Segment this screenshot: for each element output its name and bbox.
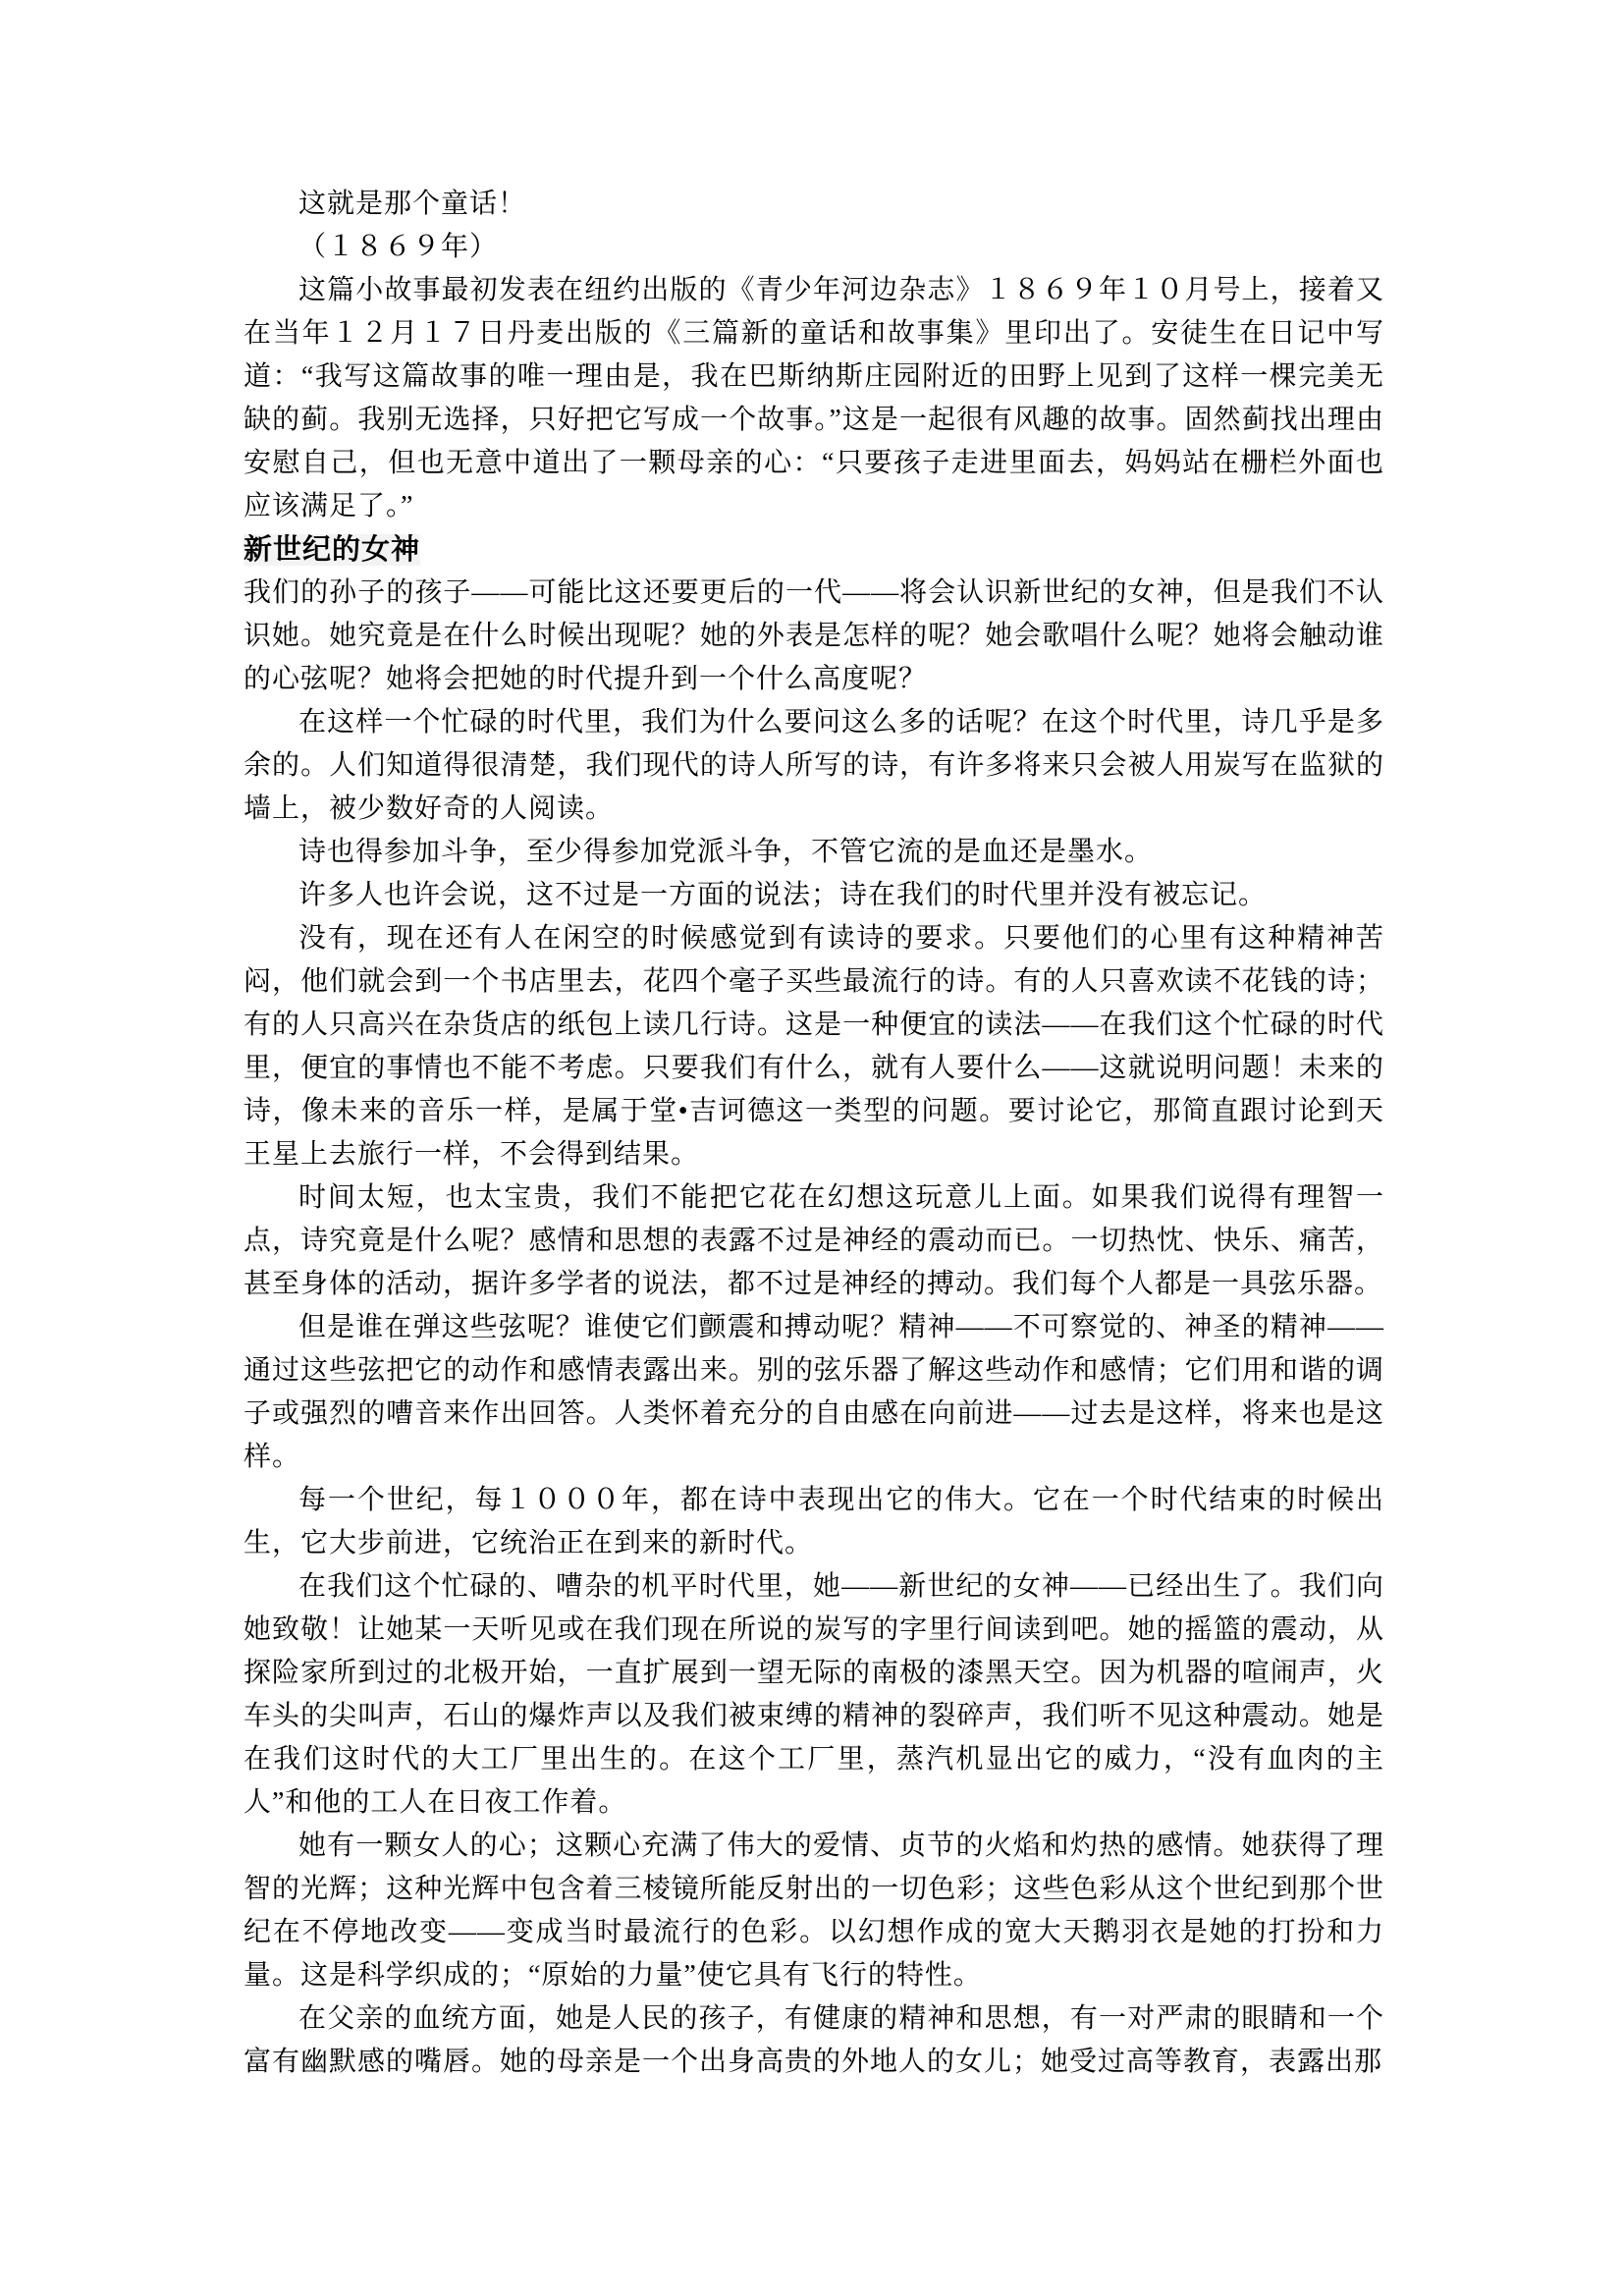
paragraph: 许多人也许会说，这不过是一方面的说法；诗在我们的时代里并没有被忘记。 — [298, 880, 1268, 910]
paragraph: 诗也得参加斗争，至少得参加党派斗争，不管它流的是血还是墨水。 — [298, 837, 1154, 867]
paragraph: 在我们这个忙碌的、嘈杂的机平时代里，她——新世纪的女神——已经出生了。我们向她致敬！让她某一天听见或在我们现在所说的炭写的字里行间读到吧。她的摇篮的震动，从探险家所到过的北极开始，一直扩展到一望无际的南极的漆黑天空。因为机器的喧闹声，火车头的尖叫声，石山的爆炸声以及我们被束缚的精神的裂碎声，我们听不见这种震动。她是在我们这时代的大工厂里出生的。在这个工厂里，蒸汽机显出它的威力，“没有血肉的主人”和他的工人在日夜工作着。 — [243, 1571, 1384, 1818]
document-body — [243, 183, 1384, 2084]
section-heading — [243, 528, 1384, 572]
paragraph: （１８６９年） — [298, 232, 499, 262]
paragraph: 在这样一个忙碌的时代里，我们为什么要问这么多的话呢？在这个时代里，诗几乎是多余的。人们知道得很清楚，我们现代的诗人所写的诗，有许多将来只会被人用炭写在监狱的墙上，被少数好奇的人阅读。 — [243, 707, 1384, 824]
paragraph: 但是谁在弹这些弦呢？谁使它们颤震和搏动呢？精神——不可察觉的、神圣的精神——通过这些弦把它的动作和感情表露出来。别的弦乐器了解这些动作和感情；它们用和谐的调子或强烈的嘈音来作出回答。人类怀着充分的自由感在向前进——过去是这样，将来也是这样。 — [243, 1312, 1384, 1472]
paragraph: 我们的孙子的孩子——可能比这还要更后的一代——将会认识新世纪的女神，但是我们不认识她。她究竟是在什么时候出现呢？她的外表是怎样的呢？她会歌唱什么呢？她将会触动谁的心弦呢？她将会把她的时代提升到一个什么高度呢？ — [243, 577, 1384, 694]
paragraph: 在父亲的血统方面，她是人民的孩子，有健康的精神和思想，有一对严肃的眼睛和一个富有幽默感的嘴唇。她的母亲是一个出身高贵的外地人的女儿；她受过高等教育，表露出那 — [243, 2003, 1384, 2077]
paragraph: 没有，现在还有人在闲空的时候感觉到有读诗的要求。只要他们的心里有这种精神苦闷，他们就会到一个书店里去，花四个毫子买些最流行的诗。有的人只喜欢读不花钱的诗；有的人只高兴在杂货店的纸包上读几行诗。这是一种便宜的读法——在我们这个忙碌的时代里，便宜的事情也不能不考虑。只要我们有什么，就有人要什么——这就说明问题！未来的诗，像未来的音乐一样，是属于堂•吉诃德这一类型的问题。要讨论它，那简直跟讨论到天王星上去旅行一样，不会得到结果。 — [243, 923, 1384, 1170]
paragraph: 时间太短，也太宝贵，我们不能把它花在幻想这玩意儿上面。如果我们说得有理智一点，诗究竟是什么呢？感情和思想的表露不过是神经的震动而已。一切热忱、快乐、痛苦，甚至身体的活动，据许多学者的说法，都不过是神经的搏动。我们每个人都是一具弦乐器。 — [243, 1182, 1384, 1299]
paragraph: 这就是那个童话！ — [298, 189, 527, 219]
paragraph: 这篇小故事最初发表在纽约出版的《青少年河边杂志》１８６９年１０月号上，接着又在当年１２月１７日丹麦出版的《三篇新的童话和故事集》里印出了。安徒生在日记中写道：“我写这篇故事的唯一理由是，我在巴斯纳斯庄园附近的田野上见到了这样一棵完美无缺的蓟。我别无选择，只好把它写成一个故事。”这是一起很有风趣的故事。固然蓟找出理由安慰自己，但也无意中道出了一颗母亲的心：“只要孩子走进里面去，妈妈站在栅栏外面也应该满足了。” — [243, 275, 1384, 521]
paragraph: 她有一颗女人的心；这颗心充满了伟大的爱情、贞节的火焰和灼热的感情。她获得了理智的光辉；这种光辉中包含着三棱镜所能反射出的一切色彩；这些色彩从这个世纪到那个世纪在不停地改变——变成当时最流行的色彩。以幻想作成的宽大天鹅羽衣是她的打扮和力量。这是科学织成的；“原始的力量”使它具有飞行的特性。 — [243, 1831, 1384, 1991]
section-heading-text: 新世纪的女神 — [243, 534, 421, 566]
paragraph: 每一个世纪，每１０００年，都在诗中表现出它的伟大。它在一个时代结束的时候出生，它大步前进，它统治正在到来的新时代。 — [243, 1485, 1384, 1558]
